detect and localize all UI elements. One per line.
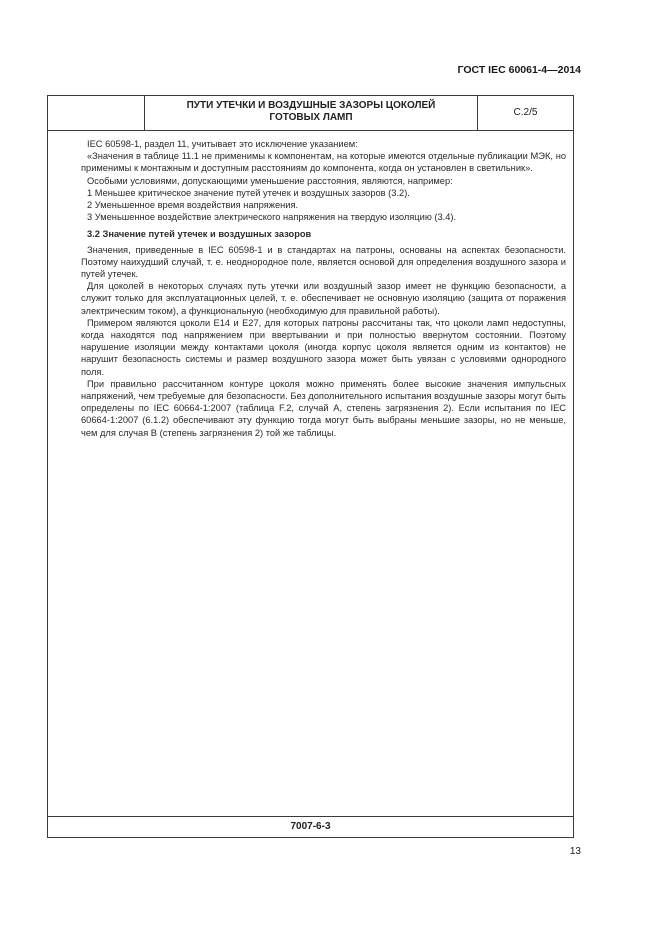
intro-paragraph: IEC 60598-1, раздел 11, учитывает это исключение указанием:: [87, 139, 358, 149]
sheet-title-line1: ПУТИ УТЕЧКИ И ВОЗДУШНЫЕ ЗАЗОРЫ ЦОКОЛЕЙ: [186, 100, 436, 111]
paragraph-3: Примером являются цоколи E14 и E27, для которых патроны рассчитаны так, что цоколи ламп недоступны, когда находятся под напряжением при ввертывании и при полностью ввернутом состоянии. Поэтому нарушение изоляции между контактами цоколя (иногда корпус цоколя является одним из контактов) не нарушит безопасность системы и размер воздушного зазора может быть увязан с условиями однородного поля.: [81, 317, 566, 377]
paragraph-1: Значения, приведенные в IEC 60598-1 и в стандартах на патроны, основаны на аспектах безопасности. Поэтому наихудший случай, т. е. неоднородное поле, является основой для определения воздушного зазора и путей утечек.: [81, 244, 566, 280]
paragraph-4: При правильно рассчитанном контуре цоколя можно применять более высокие значения импульсных напряжений, чем требуемые для безопасности. Без дополнительного испытания воздушные зазоры могут быть определены по IEC 60664-1:2007 (таблица F.2, случай А, степень загрязнения 2). Если испытания по IEC 60664-1:2007 (6.1.2) обеспечивают эту функцию тогда могут быть выбраны меньшие зазоры, но не меньше, чем для случая В (степень загрязнения 2) той же таблицы.: [81, 378, 566, 438]
quote-paragraph: «Значения в таблице 11.1 не применимы к компонентам, на которые имеются отдельные публикации МЭК, но применимы к монтажным и доступным расстояниям до компонента, когда он установлен в светильник».: [81, 151, 566, 174]
body-text: [81, 138, 566, 439]
header-row: [48, 96, 573, 131]
page-number: 13: [569, 846, 581, 857]
sheet-title: [144, 96, 478, 130]
sheet-code: С.2/5: [513, 107, 538, 118]
condition-item-3: 3 Уменьшенное воздействие электрического напряжения на твердую изоляцию (3.4).: [87, 212, 457, 223]
footer-code: 7007-6-3: [48, 816, 573, 837]
paragraph-2: Для цоколей в некоторых случаях путь утечки или воздушный зазор имеет не функцию безопасности, а служит только для эксплуатационных целей, т. е. обеспечивает не основную изоляцию (защита от поражения электрическим током), а функциональную (необходимую для правильной работы).: [81, 281, 566, 316]
condition-item-1: 1 Меньшее критическое значение путей утечек и воздушных зазоров (3.2).: [87, 187, 410, 198]
section-heading: 3.2 Значение путей утечек и воздушных зазоров: [87, 229, 312, 240]
conditions-intro: Особыми условиями, допускающими уменьшение расстояния, являются, например:: [87, 175, 453, 186]
page-frame: [47, 95, 574, 838]
sheet-title-line2: ГОТОВЫХ ЛАМП: [269, 112, 353, 123]
condition-item-2: 2 Уменьшенное время воздействия напряжения.: [87, 200, 299, 211]
standard-id: ГОСТ IEC 60061-4—2014: [457, 64, 581, 76]
